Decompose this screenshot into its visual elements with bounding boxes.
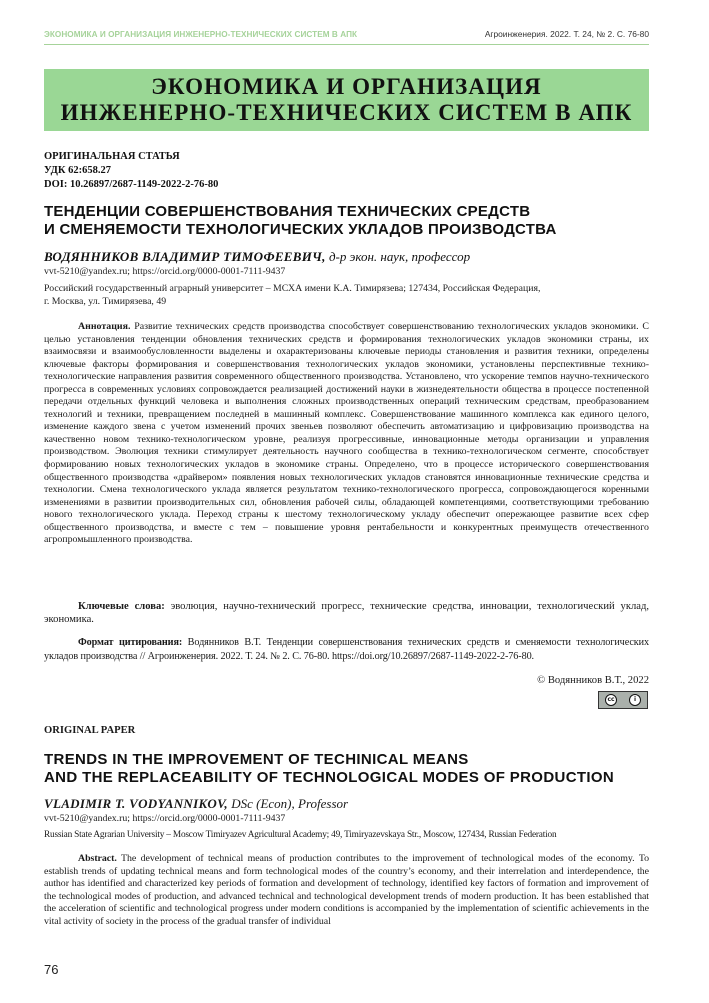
keywords-ru	[44, 600, 649, 626]
original-paper-label: ORIGINAL PAPER	[44, 725, 136, 736]
page-number: 76	[44, 962, 59, 977]
affiliation-ru-line2: г. Москва, ул. Тимирязева, 49	[44, 296, 167, 307]
header-divider	[44, 44, 649, 45]
title-ru-line2: И СМЕНЯЕМОСТИ ТЕХНОЛОГИЧЕСКИХ УКЛАДОВ ПРОИЗВОДСТВА	[44, 221, 557, 238]
cc-by-icon	[598, 691, 648, 709]
section-banner-line1: ЭКОНОМИКА И ОРГАНИЗАЦИЯ	[151, 74, 542, 99]
doi: DOI: 10.26897/2687-1149-2022-2-76-80	[44, 179, 219, 190]
article-type: ОРИГИНАЛЬНАЯ СТАТЬЯ	[44, 151, 180, 162]
title-ru-line1: ТЕНДЕНЦИИ СОВЕРШЕНСТВОВАНИЯ ТЕХНИЧЕСКИХ СРЕДСТВ	[44, 203, 531, 220]
author-en	[44, 796, 348, 812]
author-en-name: VLADIMIR T. VODYANNIKOV,	[44, 796, 228, 811]
article-meta	[44, 150, 218, 192]
author-en-degree-post: ), Professor	[287, 796, 349, 811]
section-banner-line2: ИНЖЕНЕРНО-ТЕХНИЧЕСКИХ СИСТЕМ В АПК	[60, 100, 633, 125]
author-ru-degree: д-р экон. наук, профессор	[325, 249, 471, 264]
author-en-affiliation: Russian State Agrarian University – Moscow Timiryazev Agricultural Academy; 49, Timiryazevskaya Str., Moscow, 127434, Russian Federation	[44, 830, 557, 840]
citation-ru-text: Водянников В.Т. Тенденции совершенствования технических средств и сменяемости технологических укладов производства // Агроинженерия. 2022. Т. 24. № 2. С. 76-80. https://doi.org/10.26897/2687-1149-2022-2-76-80.	[44, 637, 649, 662]
cc-circle-icon: cc	[605, 694, 617, 706]
by-person-icon: i	[629, 694, 641, 706]
author-en-degree-pre: DSc (	[227, 796, 261, 811]
article-title-en	[44, 751, 614, 787]
title-en-line1: TRENDS IN THE IMPROVEMENT OF TECHINICAL MEANS	[44, 751, 469, 768]
author-ru-contacts: vvt-5210@yandex.ru; https://orcid.org/0000-0001-7111-9437	[44, 266, 286, 277]
abstract-en	[44, 853, 649, 928]
abstract-ru	[44, 321, 649, 547]
section-banner	[44, 69, 649, 131]
author-ru-affiliation	[44, 282, 649, 308]
abstract-en-text: The development of technical means of production contributes to the improvement of technological modes of the economy. To establish trends of updating technical means and form technological modes of the country’s economy, and their interrelation and interdependence, the author has identified and characterized key periods of formation and development of technology, identified key factors of formation and improvement of the technological modes of production, and advanced technical and technological development trends of modern production. It has been established that the acceleration of scientific and technological progress under modern conditions is accompanied by the implementation of scientific achievements in the vital activity of society in the process of the gradual transfer of individual	[44, 853, 649, 927]
author-ru-name: ВОДЯННИКОВ ВЛАДИМИР ТИМОФЕЕВИЧ,	[44, 249, 326, 264]
citation-ru-label: Формат цитирования:	[78, 637, 183, 648]
abstract-en-label: Abstract.	[78, 853, 117, 864]
copyright: © Водянников В.Т., 2022	[537, 675, 649, 686]
running-header-section: ЭКОНОМИКА И ОРГАНИЗАЦИЯ ИНЖЕНЕРНО-ТЕХНИЧЕСКИХ СИСТЕМ В АПК	[44, 30, 358, 39]
keywords-ru-text: эволюция, научно-технический прогресс, технические средства, инновации, технологический уклад, экономика.	[44, 601, 650, 625]
abstract-ru-text: Развитие технических средств производства способствует совершенствованию технологических укладов экономики. С целью установления тенденции обновления технических средств и формирования технологических укладов экономики страны, их взаимосвязи и взаимообусловленности выделены и охарактеризованы ключевые периоды становления и развития техники, определены ключевые факторы формирования и совершенствования технологических укладов экономики, установлены перспективные технико-технологические направления развития современного общественного производства. Установлено, что ускорение темпов научно-технического прогресса в современных условиях сопровождается реализацией достижений науки в жизнедеятельности общества в процессе постепенной передачи отдельных функций человека и выполнения сложных производственных операций техническим средствам, преобразованием технологий и техники, превращением последней в машинный комплекс. Совершенствование машинного комплекса как единого целого, изменение каждого звена с учетом изменений прочих звеньев позволяют обеспечить автоматизацию и цифровизацию производства на качественно новом технико-технологическом уровне, реализуя прогрессивные, инновационные методы организации и управления производством. Эволюция техники стимулирует деятельность научного сообщества в технико-технологическом сегменте, способствует формированию новых технологических укладов в экономике страны. Определено, что в процессе исторического совершенствования общественного производства «драйвером» появления новых технологических укладов становятся инновационные технические средства и технологии. Смена технологического уклада является результатом технико-технологического прогресса, сопровождающегося коренными изменениями в развитии производительных сил, обновления рабочей силы, обладающей компетенциями, соответствующими требованию нового технологического уклада. Переход страны к шестому технологическому укладу обеспечит опережающее развитие всех сфер общественного производства, и вместе с тем – повышение уровня рентабельности и конкурентных преимуществ отечественного агропромышленного производства.	[44, 321, 649, 546]
citation-ru	[44, 636, 649, 663]
abstract-ru-label: Аннотация.	[78, 321, 131, 332]
author-en-degree-econ: Econ	[260, 796, 288, 811]
title-en-line2: AND THE REPLACEABILITY OF TECHNOLOGICAL MODES OF PRODUCTION	[44, 769, 615, 786]
author-ru	[44, 249, 470, 265]
udk-code: УДК 62:658.27	[44, 165, 111, 176]
running-header-journal: Агроинженерия. 2022. Т. 24, № 2. С. 76-80	[484, 29, 649, 39]
keywords-ru-label: Ключевые слова:	[78, 601, 165, 612]
affiliation-ru-line1: Российский государственный аграрный университет – МСХА имени К.А. Тимирязева; 127434, Российская Федерация,	[44, 283, 541, 294]
article-title-ru	[44, 203, 557, 239]
author-en-contacts: vvt-5210@yandex.ru; https://orcid.org/0000-0001-7111-9437	[44, 813, 286, 824]
